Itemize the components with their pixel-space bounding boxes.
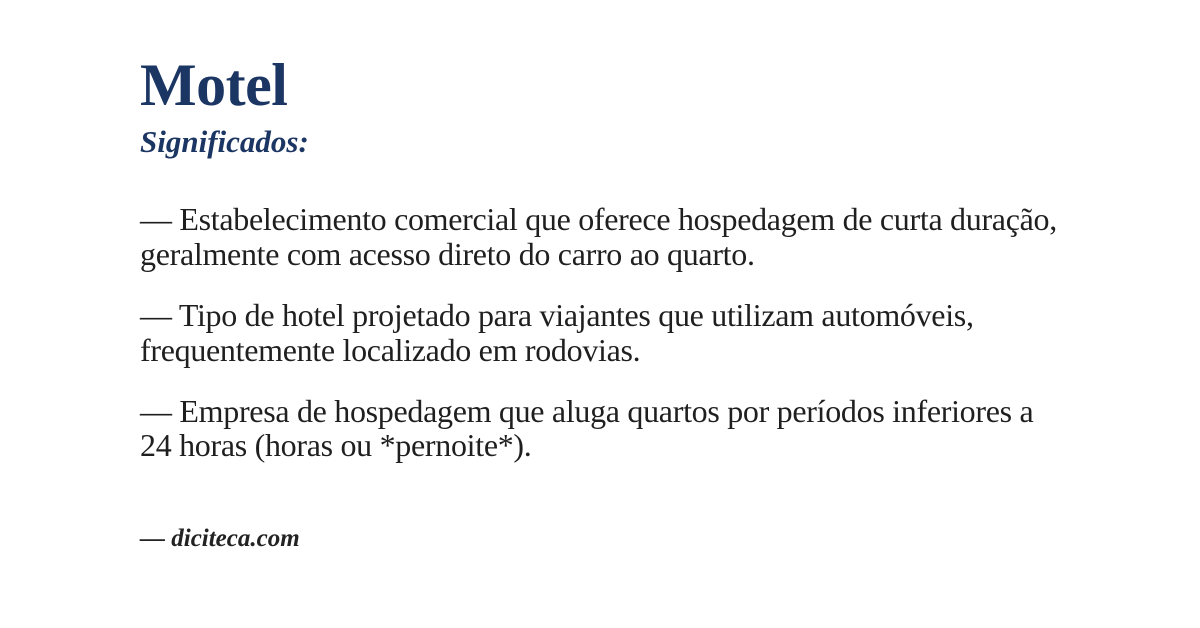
definition-item: — Empresa de hospedagem que aluga quartos por períodos inferiores a 24 horas (horas ou *pernoite*). <box>140 392 1034 464</box>
meanings-subtitle: Significados: <box>140 124 309 159</box>
definitions-list <box>140 202 1070 463</box>
definition-item: — Estabelecimento comercial que oferece hospedagem de curta duração, geralmente com acesso direto do carro ao quarto. <box>140 201 1057 272</box>
definition-item: — Tipo de hotel projetado para viajantes que utilizam automóveis, frequentemente localizado em rodovias. <box>140 296 974 368</box>
word-title: Motel <box>140 52 288 118</box>
source-attribution: — diciteca.com <box>140 525 300 553</box>
